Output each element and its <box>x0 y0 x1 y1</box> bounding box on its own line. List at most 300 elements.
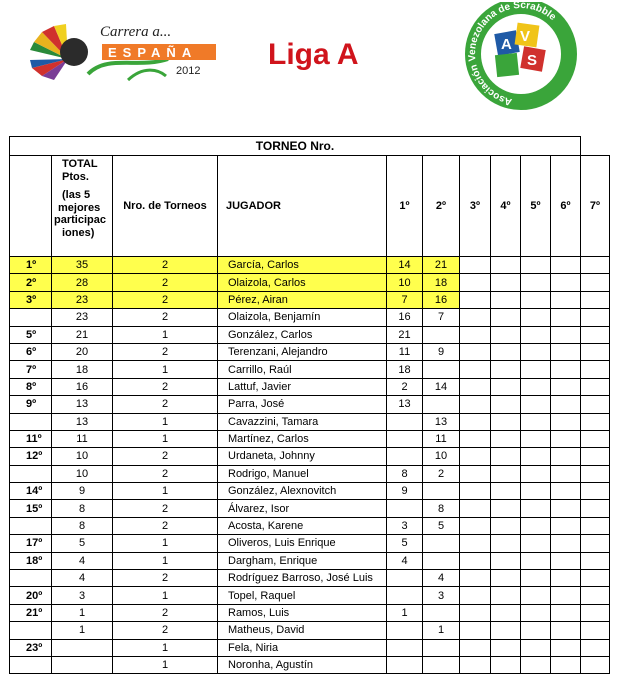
t2-cell: 8 <box>423 500 460 517</box>
t6-cell <box>551 517 581 534</box>
rank-cell: 1º <box>10 257 52 274</box>
t2-cell: 7 <box>423 309 460 326</box>
t3-cell <box>460 570 491 587</box>
t4-cell <box>491 604 521 621</box>
total-cell: 13 <box>52 396 113 413</box>
t6-cell <box>551 570 581 587</box>
rank-cell: 14º <box>10 483 52 500</box>
t4-cell <box>491 291 521 308</box>
player-cell: Olaizola, Benjamín <box>218 309 387 326</box>
t1-cell <box>387 500 423 517</box>
player-cell: Martínez, Carlos <box>218 430 387 447</box>
player-cell: Álvarez, Isor <box>218 500 387 517</box>
t4-header: 4º <box>491 156 521 257</box>
avs-logo-icon <box>456 2 586 110</box>
t3-cell <box>460 396 491 413</box>
n-torneos-cell: 1 <box>113 587 218 604</box>
t6-cell <box>551 656 581 673</box>
table-row <box>10 587 610 604</box>
svg-text:Carrera a...: Carrera a... <box>100 24 172 40</box>
total-cell: 4 <box>52 570 113 587</box>
t4-cell <box>491 274 521 291</box>
table-row <box>10 639 610 656</box>
n-torneos-cell: 1 <box>113 656 218 673</box>
t6-cell <box>551 326 581 343</box>
n-torneos-cell: 2 <box>113 396 218 413</box>
t3-cell <box>460 257 491 274</box>
t5-cell <box>521 396 551 413</box>
player-cell: Cavazzini, Tamara <box>218 413 387 430</box>
total-cell: 9 <box>52 483 113 500</box>
table-row <box>10 500 610 517</box>
table-row <box>10 483 610 500</box>
rank-cell: 6º <box>10 343 52 360</box>
n-torneos-cell: 2 <box>113 291 218 308</box>
t3-cell <box>460 656 491 673</box>
total-cell: 35 <box>52 257 113 274</box>
total-cell: 20 <box>52 343 113 360</box>
t7-cell <box>581 570 610 587</box>
player-cell: García, Carlos <box>218 257 387 274</box>
player-cell: Dargham, Enrique <box>218 552 387 569</box>
t5-cell <box>521 587 551 604</box>
t5-cell <box>521 430 551 447</box>
t1-cell <box>387 622 423 639</box>
t2-cell: 13 <box>423 413 460 430</box>
t4-cell <box>491 326 521 343</box>
t1-cell: 13 <box>387 396 423 413</box>
table-row <box>10 291 610 308</box>
t7-cell <box>581 396 610 413</box>
t5-cell <box>521 552 551 569</box>
t2-cell: 1 <box>423 622 460 639</box>
total-cell: 21 <box>52 326 113 343</box>
t2-cell <box>423 552 460 569</box>
n-torneos-cell: 1 <box>113 413 218 430</box>
n-torneos-cell: 1 <box>113 535 218 552</box>
table-row <box>10 604 610 621</box>
svg-text:A: A <box>501 36 512 53</box>
t4-cell <box>491 552 521 569</box>
t3-cell <box>460 517 491 534</box>
total-cell: 1 <box>52 604 113 621</box>
t6-cell <box>551 483 581 500</box>
total-cell: 10 <box>52 465 113 482</box>
n-torneos-header: Nro. de Torneos <box>113 156 218 257</box>
total-cell: 23 <box>52 309 113 326</box>
t5-cell <box>521 570 551 587</box>
t2-cell: 11 <box>423 430 460 447</box>
t5-cell <box>521 274 551 291</box>
player-cell: Matheus, David <box>218 622 387 639</box>
rank-cell <box>10 517 52 534</box>
t7-cell <box>581 326 610 343</box>
t7-cell <box>581 639 610 656</box>
table-row <box>10 309 610 326</box>
t7-cell <box>581 361 610 378</box>
t4-cell <box>491 656 521 673</box>
rank-header <box>10 156 52 257</box>
total-header: TOTAL Ptos. (las 5 mejores participac iones) <box>52 156 113 257</box>
table-row <box>10 535 610 552</box>
n-torneos-cell: 2 <box>113 465 218 482</box>
t5-cell <box>521 656 551 673</box>
t2-cell: 4 <box>423 570 460 587</box>
t4-cell <box>491 639 521 656</box>
t5-cell <box>521 483 551 500</box>
table-row <box>10 448 610 465</box>
table-row <box>10 570 610 587</box>
n-torneos-cell: 2 <box>113 500 218 517</box>
t5-cell <box>521 639 551 656</box>
player-cell: González, Carlos <box>218 326 387 343</box>
t6-cell <box>551 622 581 639</box>
n-torneos-cell: 2 <box>113 378 218 395</box>
total-cell: 4 <box>52 552 113 569</box>
t1-cell: 7 <box>387 291 423 308</box>
t7-cell <box>581 378 610 395</box>
t1-cell <box>387 570 423 587</box>
rank-cell: 21º <box>10 604 52 621</box>
t3-cell <box>460 378 491 395</box>
n-torneos-cell: 2 <box>113 517 218 534</box>
t2-cell <box>423 361 460 378</box>
t6-cell <box>551 361 581 378</box>
n-torneos-cell: 2 <box>113 257 218 274</box>
rank-cell <box>10 570 52 587</box>
table-row <box>10 552 610 569</box>
t5-cell <box>521 309 551 326</box>
player-cell: Topel, Raquel <box>218 587 387 604</box>
n-torneos-cell: 1 <box>113 552 218 569</box>
t4-cell <box>491 535 521 552</box>
table-row <box>10 622 610 639</box>
t7-cell <box>581 500 610 517</box>
t2-cell: 21 <box>423 257 460 274</box>
t6-cell <box>551 639 581 656</box>
t5-cell <box>521 291 551 308</box>
t6-cell <box>551 604 581 621</box>
player-cell: Ramos, Luis <box>218 604 387 621</box>
t5-cell <box>521 622 551 639</box>
player-cell: Oliveros, Luis Enrique <box>218 535 387 552</box>
rank-cell: 11º <box>10 430 52 447</box>
t6-cell <box>551 465 581 482</box>
table-row <box>10 326 610 343</box>
t7-cell <box>581 309 610 326</box>
t7-cell <box>581 587 610 604</box>
carrera-espana-logo <box>28 14 228 94</box>
total-cell: 16 <box>52 378 113 395</box>
n-torneos-cell: 2 <box>113 448 218 465</box>
t1-cell <box>387 430 423 447</box>
n-torneos-cell: 2 <box>113 274 218 291</box>
n-torneos-cell: 1 <box>113 483 218 500</box>
svg-text:ESPAÑA: ESPAÑA <box>108 45 198 60</box>
t3-cell <box>460 430 491 447</box>
rank-cell <box>10 656 52 673</box>
t7-cell <box>581 656 610 673</box>
t6-cell <box>551 396 581 413</box>
total-cell: 23 <box>52 291 113 308</box>
t6-cell <box>551 500 581 517</box>
t4-cell <box>491 396 521 413</box>
rank-cell <box>10 413 52 430</box>
t1-cell <box>387 587 423 604</box>
rank-cell: 23º <box>10 639 52 656</box>
t1-cell: 16 <box>387 309 423 326</box>
t7-cell <box>581 257 610 274</box>
t1-cell: 8 <box>387 465 423 482</box>
t4-cell <box>491 500 521 517</box>
player-cell: Rodrigo, Manuel <box>218 465 387 482</box>
table-row <box>10 413 610 430</box>
torneo-row <box>10 137 610 156</box>
total-cell: 18 <box>52 361 113 378</box>
t6-cell <box>551 413 581 430</box>
total-cell: 3 <box>52 587 113 604</box>
rank-cell <box>10 465 52 482</box>
t1-cell: 4 <box>387 552 423 569</box>
total-cell <box>52 639 113 656</box>
rank-cell: 8º <box>10 378 52 395</box>
t3-cell <box>460 483 491 500</box>
t6-cell <box>551 587 581 604</box>
n-torneos-cell: 2 <box>113 622 218 639</box>
rank-cell <box>10 309 52 326</box>
total-cell: 13 <box>52 413 113 430</box>
t7-cell <box>581 413 610 430</box>
t4-cell <box>491 430 521 447</box>
standings-table <box>9 136 610 674</box>
t3-cell <box>460 448 491 465</box>
player-cell: Fela, Niria <box>218 639 387 656</box>
t5-cell <box>521 343 551 360</box>
t7-cell <box>581 291 610 308</box>
rank-cell <box>10 622 52 639</box>
table-row <box>10 257 610 274</box>
t6-cell <box>551 378 581 395</box>
svg-text:V: V <box>520 28 531 45</box>
player-cell: Pérez, Airan <box>218 291 387 308</box>
table-row <box>10 430 610 447</box>
table-row <box>10 274 610 291</box>
t5-cell <box>521 465 551 482</box>
rank-cell: 15º <box>10 500 52 517</box>
t2-cell: 16 <box>423 291 460 308</box>
t1-cell: 3 <box>387 517 423 534</box>
t1-cell <box>387 656 423 673</box>
t6-cell <box>551 343 581 360</box>
t3-cell <box>460 604 491 621</box>
rank-cell: 3º <box>10 291 52 308</box>
player-cell: Parra, José <box>218 396 387 413</box>
table-row <box>10 343 610 360</box>
t2-cell: 2 <box>423 465 460 482</box>
svg-text:S: S <box>527 52 538 69</box>
total-cell: 5 <box>52 535 113 552</box>
total-cell: 8 <box>52 517 113 534</box>
t3-cell <box>460 639 491 656</box>
t7-cell <box>581 483 610 500</box>
t2-cell: 5 <box>423 517 460 534</box>
table-row <box>10 656 610 673</box>
player-cell: Olaizola, Carlos <box>218 274 387 291</box>
t1-header: 1º <box>387 156 423 257</box>
t7-cell <box>581 343 610 360</box>
t5-cell <box>521 604 551 621</box>
t1-cell <box>387 448 423 465</box>
t5-cell <box>521 500 551 517</box>
player-cell: Noronha, Agustín <box>218 656 387 673</box>
total-cell: 10 <box>52 448 113 465</box>
t2-cell: 14 <box>423 378 460 395</box>
player-cell: Rodríguez Barroso, José Luis <box>218 570 387 587</box>
t3-cell <box>460 552 491 569</box>
t2-cell <box>423 604 460 621</box>
t5-cell <box>521 378 551 395</box>
t1-cell: 5 <box>387 535 423 552</box>
t3-cell <box>460 326 491 343</box>
t1-cell: 10 <box>387 274 423 291</box>
total-cell: 8 <box>52 500 113 517</box>
t3-cell <box>460 343 491 360</box>
t4-cell <box>491 343 521 360</box>
t1-cell: 2 <box>387 378 423 395</box>
t3-cell <box>460 413 491 430</box>
rank-cell: 18º <box>10 552 52 569</box>
t6-cell <box>551 309 581 326</box>
t3-header: 3º <box>460 156 491 257</box>
t3-cell <box>460 309 491 326</box>
t2-cell: 10 <box>423 448 460 465</box>
t2-cell <box>423 483 460 500</box>
t2-cell <box>423 639 460 656</box>
t4-cell <box>491 570 521 587</box>
total-cell <box>52 656 113 673</box>
t2-cell: 18 <box>423 274 460 291</box>
t7-cell <box>581 517 610 534</box>
table-row <box>10 378 610 395</box>
t7-cell <box>581 274 610 291</box>
player-cell: González, Alexnovitch <box>218 483 387 500</box>
t7-header: 7º <box>581 156 610 257</box>
t5-cell <box>521 413 551 430</box>
header-row <box>10 156 610 257</box>
t3-cell <box>460 587 491 604</box>
svg-text:Asociación Venezolana de Scrab: Asociación Venezolana de Scrabble <box>466 2 558 108</box>
t3-cell <box>460 465 491 482</box>
t7-cell <box>581 552 610 569</box>
t2-header: 2º <box>423 156 460 257</box>
t3-cell <box>460 291 491 308</box>
t5-cell <box>521 535 551 552</box>
t4-cell <box>491 413 521 430</box>
t1-cell: 11 <box>387 343 423 360</box>
carrera-espana-logo-icon <box>28 14 228 94</box>
t5-cell <box>521 257 551 274</box>
player-cell: Urdaneta, Johnny <box>218 448 387 465</box>
t4-cell <box>491 448 521 465</box>
t6-cell <box>551 430 581 447</box>
n-torneos-cell: 1 <box>113 326 218 343</box>
t3-cell <box>460 622 491 639</box>
t2-cell <box>423 326 460 343</box>
svg-text:2012: 2012 <box>176 65 201 77</box>
t2-cell: 3 <box>423 587 460 604</box>
total-cell: 11 <box>52 430 113 447</box>
n-torneos-cell: 1 <box>113 639 218 656</box>
rank-cell: 2º <box>10 274 52 291</box>
n-torneos-cell: 2 <box>113 343 218 360</box>
t4-cell <box>491 465 521 482</box>
t7-cell <box>581 622 610 639</box>
t6-header: 6º <box>551 156 581 257</box>
player-cell: Terenzani, Alejandro <box>218 343 387 360</box>
player-cell: Acosta, Karene <box>218 517 387 534</box>
t4-cell <box>491 257 521 274</box>
t1-cell <box>387 639 423 656</box>
standings-body <box>10 257 610 674</box>
n-torneos-cell: 1 <box>113 361 218 378</box>
t4-cell <box>491 622 521 639</box>
t6-cell <box>551 448 581 465</box>
t5-cell <box>521 517 551 534</box>
t5-cell <box>521 326 551 343</box>
t4-cell <box>491 587 521 604</box>
t7-cell <box>581 448 610 465</box>
t7-cell <box>581 604 610 621</box>
t6-cell <box>551 535 581 552</box>
t2-cell <box>423 656 460 673</box>
t5-cell <box>521 361 551 378</box>
rank-cell: 7º <box>10 361 52 378</box>
t2-cell <box>423 396 460 413</box>
t4-cell <box>491 378 521 395</box>
rank-cell: 9º <box>10 396 52 413</box>
n-torneos-cell: 2 <box>113 570 218 587</box>
rank-cell: 5º <box>10 326 52 343</box>
t4-cell <box>491 309 521 326</box>
total-cell: 1 <box>52 622 113 639</box>
rank-cell: 20º <box>10 587 52 604</box>
t2-cell: 9 <box>423 343 460 360</box>
t1-cell: 18 <box>387 361 423 378</box>
page-title: Liga A <box>268 38 359 71</box>
t2-cell <box>423 535 460 552</box>
t5-header: 5º <box>521 156 551 257</box>
rank-cell: 12º <box>10 448 52 465</box>
table-row <box>10 361 610 378</box>
t3-cell <box>460 274 491 291</box>
t6-cell <box>551 291 581 308</box>
t7-cell <box>581 430 610 447</box>
t1-cell: 1 <box>387 604 423 621</box>
t6-cell <box>551 552 581 569</box>
t4-cell <box>491 483 521 500</box>
t4-cell <box>491 361 521 378</box>
jugador-header: JUGADOR <box>218 156 387 257</box>
t1-cell: 14 <box>387 257 423 274</box>
t1-cell: 21 <box>387 326 423 343</box>
player-cell: Lattuf, Javier <box>218 378 387 395</box>
t3-cell <box>460 500 491 517</box>
t4-cell <box>491 517 521 534</box>
t7-cell <box>581 535 610 552</box>
torneo-label: TORNEO Nro. <box>10 137 581 156</box>
t6-cell <box>551 274 581 291</box>
t7-cell <box>581 465 610 482</box>
